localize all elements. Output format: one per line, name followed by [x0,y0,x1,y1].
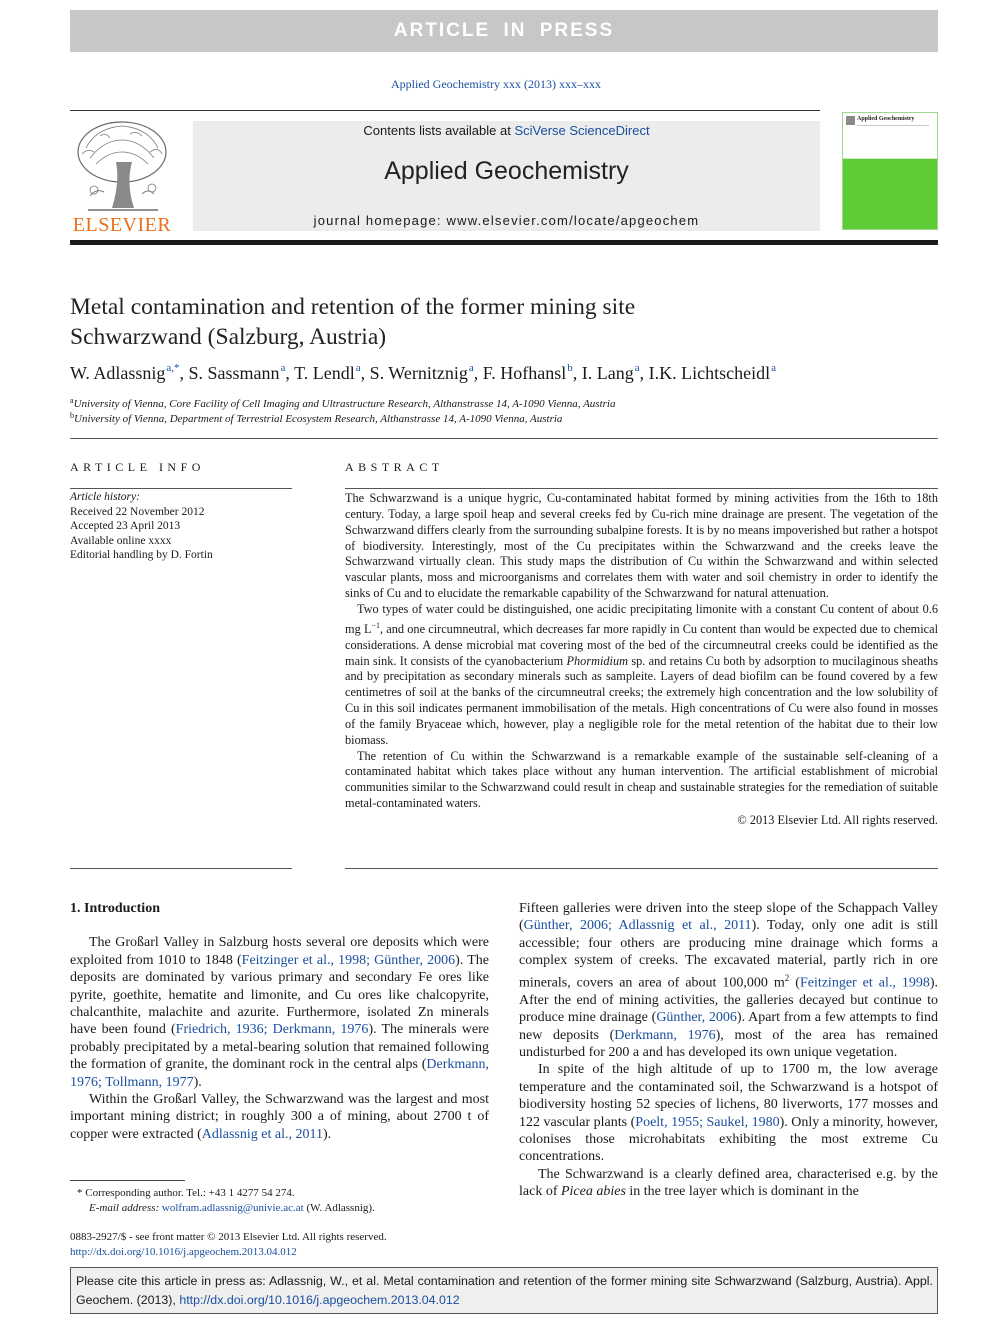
author: W. Adlassnig [70,363,166,383]
elsevier-tree-icon [70,118,174,214]
body-paragraph [519,900,938,1061]
body-text: The Großarl Valley in Salzburg hosts several ore deposits which were exploited from 1010 to 1848 ( [70,935,489,968]
abstract-paragraph: The Schwarzwand is a unique hygric, Cu-contaminated habitat formed by mining activities from the 16th to 18th century. Today, a large spoil heap and several creeks fed by Cu-rich mine drainage are present. The vegetation of the Schwarzwand differs clearly from the surrounding subalpine forests. It is by no means impoverished but rather a hotspot of biodiversity. Interestingly, most of the Cu precipitates within the Schwarzwand and the creeks leave the Schwarzwand virtually clean. This study maps the distribution of Cu within the Schwarzwand and within selected vascular plants, moss and microorganisms and correlates them with water and soil chemistry in order to identify the sinks of Cu and to elucidate the remarkable capability of the Schwarzwand for natural attenuation. [345,491,938,601]
author: S. Wernitznig [369,363,468,383]
body-text: ), most of the area has remained undisturbed for 200 a and has developed its own unique vegetation. [519,1027,938,1060]
body-text: ). Apart from a few attempts to find new deposits ( [519,1010,938,1043]
section-heading-introduction: 1. Introduction [70,901,160,916]
body-column-left [70,900,489,1143]
body-text: In spite of the high altitude of up to 1700 m, the low average temperature and the contaminated soil, the Schwarzwand is a hotspot of biodiversity hosting 52 species of lichens, 80 liverworts, 177 mosses and 122 vascular plants ( [519,1062,938,1130]
corresponding-author-footnote: * Corresponding author. Tel.: +43 1 4277 54 274. [77,1187,295,1199]
email-suffix: (W. Adlassnig). [303,1202,375,1214]
citation-link[interactable]: Feitzinger et al., 1998 [799,975,930,991]
journal-reference[interactable]: Applied Geochemistry xxx (2013) xxx–xxx [391,77,601,91]
citation-link[interactable]: Günther, 2006; Adlassnig et al., 2011 [523,918,752,934]
abstract-text: , and one circumneutral, which decreases far more rapidly in Cu content than would be expected due to chemical considerations. A dense microbial mat covering most of the bed of the circumneutral creeks could be identified as the main sink. It consists of the cyanobacterium [345,621,938,668]
body-text: ). [322,1126,332,1142]
masthead-top-rule [70,110,820,111]
affiliation-b [70,411,938,425]
author-affil-mark[interactable]: a [634,362,640,374]
body-paragraph [519,1166,938,1201]
accepted-date: Accepted 23 April 2013 [70,520,181,532]
article-history [70,490,292,563]
abstract-rule [345,488,938,489]
author-affil-mark[interactable]: a,* [166,362,180,374]
article-info-bottom-rule [70,868,292,869]
author-list: W. Adlassnig$^{a,*}$, S. Sassmann$^a$, T. Lendl$^a$, S. Wernitznig$^a$, F. Hofhansl$^b$, I. Lang$^a$, I.K. Lichtscheidl$^a$ [70,362,777,383]
body-text: ). The minerals were probably precipitated by a metal-bearing solution that remained following the formation of granite, the dominant rock in the central alps ( [70,1022,489,1073]
abstract-paragraph [345,602,938,749]
journal-homepage[interactable]: journal homepage: www.elsevier.com/locate/apgeochem [313,213,700,228]
body-text: The Schwarzwand is a clearly defined area, characterised e.g. by the lack of [519,1166,938,1200]
body-text: ). The deposits are dominated by various primary and secondary Fe ores like pyrite, goethite, hematite and limonite, and Cu ores like chalcopyrite, chalcanthite, malachite and azurite. Furthermore, isolated Zn minerals have been found ( [70,952,489,1038]
body-paragraph [519,1061,938,1165]
body-text: ). After the end of mining activities, the galleries decayed but continue to produce mine drainage ( [519,975,939,1026]
cover-title: Applied Geochemistry [857,116,915,122]
author: I.K. Lichtscheidl [648,363,771,383]
body-text: ). [193,1074,202,1090]
affiliation-text: University of Vienna, Department of Terrestrial Ecosystem Research, Althanstrasse 14, A-1090 Vienna, Austria [74,413,563,425]
citation-link[interactable]: Adlassnig et al., 2011 [201,1126,323,1142]
sciencedirect-link[interactable]: SciVerse ScienceDirect [514,123,650,138]
citation-link[interactable]: Günther, 2006 [656,1010,737,1026]
author: T. Lendl [294,363,355,383]
doi-link[interactable]: http://dx.doi.org/10.1016/j.apgeochem.2013.04.012 [70,1246,297,1258]
superscript: 2 [784,972,790,983]
citation-box [70,1267,938,1314]
citation-link[interactable]: Derkmann, 1976; Tollmann, 1977 [70,1057,489,1090]
journal-name: Applied Geochemistry [384,157,629,185]
author-affil-mark[interactable]: a [280,362,286,374]
history-label: Article history: [70,491,140,503]
author: S. Sassmann [188,363,280,383]
body-text: Within the Großarl Valley, the Schwarzwand was the largest and most important mining district; in roughly 300 a of mining, about 2700 t of copper were extracted ( [70,1092,489,1142]
article-info-rule [70,488,292,489]
body-text: ( [789,975,800,991]
body-text: ). Today, only one adit is still accessible; four others are producing mine drainage which forms a complex system of creeks. The excavated material, partly rich in ore minerals, covers an area of about 100,000 m [519,918,939,991]
abstract-text: sp. and retains Cu both by adsorption to mucilaginous sheaths and by precipitation as secondary minerals such as sampleite. Layers of dead biofilm can be found covered by a few centimetres of soil at the banks of the circumneutral creeks; the extremely high concentration and the low solubility of Cu in this soil indicates permanent immobilisation of the metals. High concentrations of Cu were also found in mosses of the family Bryaceae which, however, play a negligible role for the metal retention of the habitat due to their low biomass. [345,653,938,747]
body-text: in the tree layer which is dominant in the [625,1184,859,1200]
author: I. Lang [581,363,634,383]
article-title [70,292,930,352]
abstract-taxon: Phormidium [566,653,629,668]
citation-link[interactable]: Poelt, 1955; Saukel, 1980 [635,1114,780,1130]
body-text: Fifteen galleries were driven into the steep slope of the Schappach Valley ( [519,901,938,934]
author-affil-mark[interactable]: a [355,362,361,374]
online-date: Available online xxxx [70,534,172,547]
contents-prefix: Contents lists available at [363,123,515,138]
article-info-heading: ARTICLE INFO [70,460,205,474]
cover-header [843,113,937,159]
email-link[interactable]: wolfram.adlassnig@univie.ac.at [161,1202,304,1214]
citation-text: Please cite this article in press as: Adlassnig, W., et al. Metal contamination and retention of the former mining site Schwarzwand (Salzburg, Austria). Appl. Geochem. (2013), [76,1274,933,1307]
affiliation-mark: b [70,411,74,420]
abstract-heading: ABSTRACT [345,460,444,474]
editorial-handling: Editorial handling by D. Fortin [70,549,213,561]
author-affil-mark[interactable]: a [468,362,474,374]
abstract-superscript: −1 [371,620,380,630]
cover-publisher-icon [846,116,855,125]
citation-link[interactable]: Feitzinger et al., 1998; Günther, 2006 [241,952,456,968]
title-line-1: Metal contamination and retention of the former mining site [70,294,636,320]
received-date: Received 22 November 2012 [70,505,205,518]
contents-line [193,123,820,138]
header-divider [70,438,938,439]
copyright-notice: © 2013 Elsevier Ltd. All rights reserved. [737,812,938,827]
affiliation-mark: a [70,396,74,405]
elsevier-wordmark: ELSEVIER [72,214,172,236]
body-text: ). Only a minority, however, colonises those microhabitats exhibiting the most extreme Cu concentrations. [519,1114,939,1165]
article-in-press-banner: ARTICLE IN PRESS [70,10,938,52]
cover-rule [857,125,929,126]
citation-link[interactable]: Friedrich, 1936; Derkmann, 1976 [175,1022,369,1038]
affiliation-text: University of Vienna, Core Facility of Cell Imaging and Ultrastructure Research, Althanstrasse 14, A-1090 Vienna, Austria [73,398,616,410]
author-affil-mark[interactable]: b [567,362,573,374]
body-column-right [519,900,938,1201]
issn-line: 0883-2927/$ - see front matter © 2013 Elsevier Ltd. All rights reserved. [70,1231,387,1243]
citation-doi-link[interactable]: http://dx.doi.org/10.1016/j.apgeochem.2013.04.012 [179,1293,460,1307]
footnote-rule [70,1180,185,1181]
author-affil-mark[interactable]: a [771,362,777,374]
email-label: E-mail address: [89,1202,162,1214]
elsevier-logo [70,118,174,236]
taxon-name: Picea abies [560,1184,626,1200]
body-paragraph [70,934,489,1091]
abstract-body [345,491,938,829]
title-line-2: Schwarzwand (Salzburg, Austria) [70,324,387,350]
affiliation-a [70,396,938,410]
body-paragraph [70,1091,489,1143]
masthead-bottom-rule [70,240,938,245]
abstract-paragraph: The retention of Cu within the Schwarzwand is a remarkable example of the sustainable self-cleaning of a contaminated habitat which takes place without any human intervention. The artificial establishment of microbial communities similar to the Schwarzwand could result in cheap and sustainable strategies for the remediation of suitable metal-contaminated waters. [345,748,938,811]
journal-cover-thumbnail [842,112,938,230]
abstract-bottom-rule [345,868,938,869]
abstract-text: Two types of water could be distinguished, one acidic precipitating limonite with a constant Cu content of about 0.6 mg L [345,601,938,636]
author: F. Hofhansl [482,363,567,383]
journal-masthead [193,121,820,231]
email-footnote [70,1201,490,1215]
citation-link[interactable]: Derkmann, 1976 [614,1027,716,1043]
